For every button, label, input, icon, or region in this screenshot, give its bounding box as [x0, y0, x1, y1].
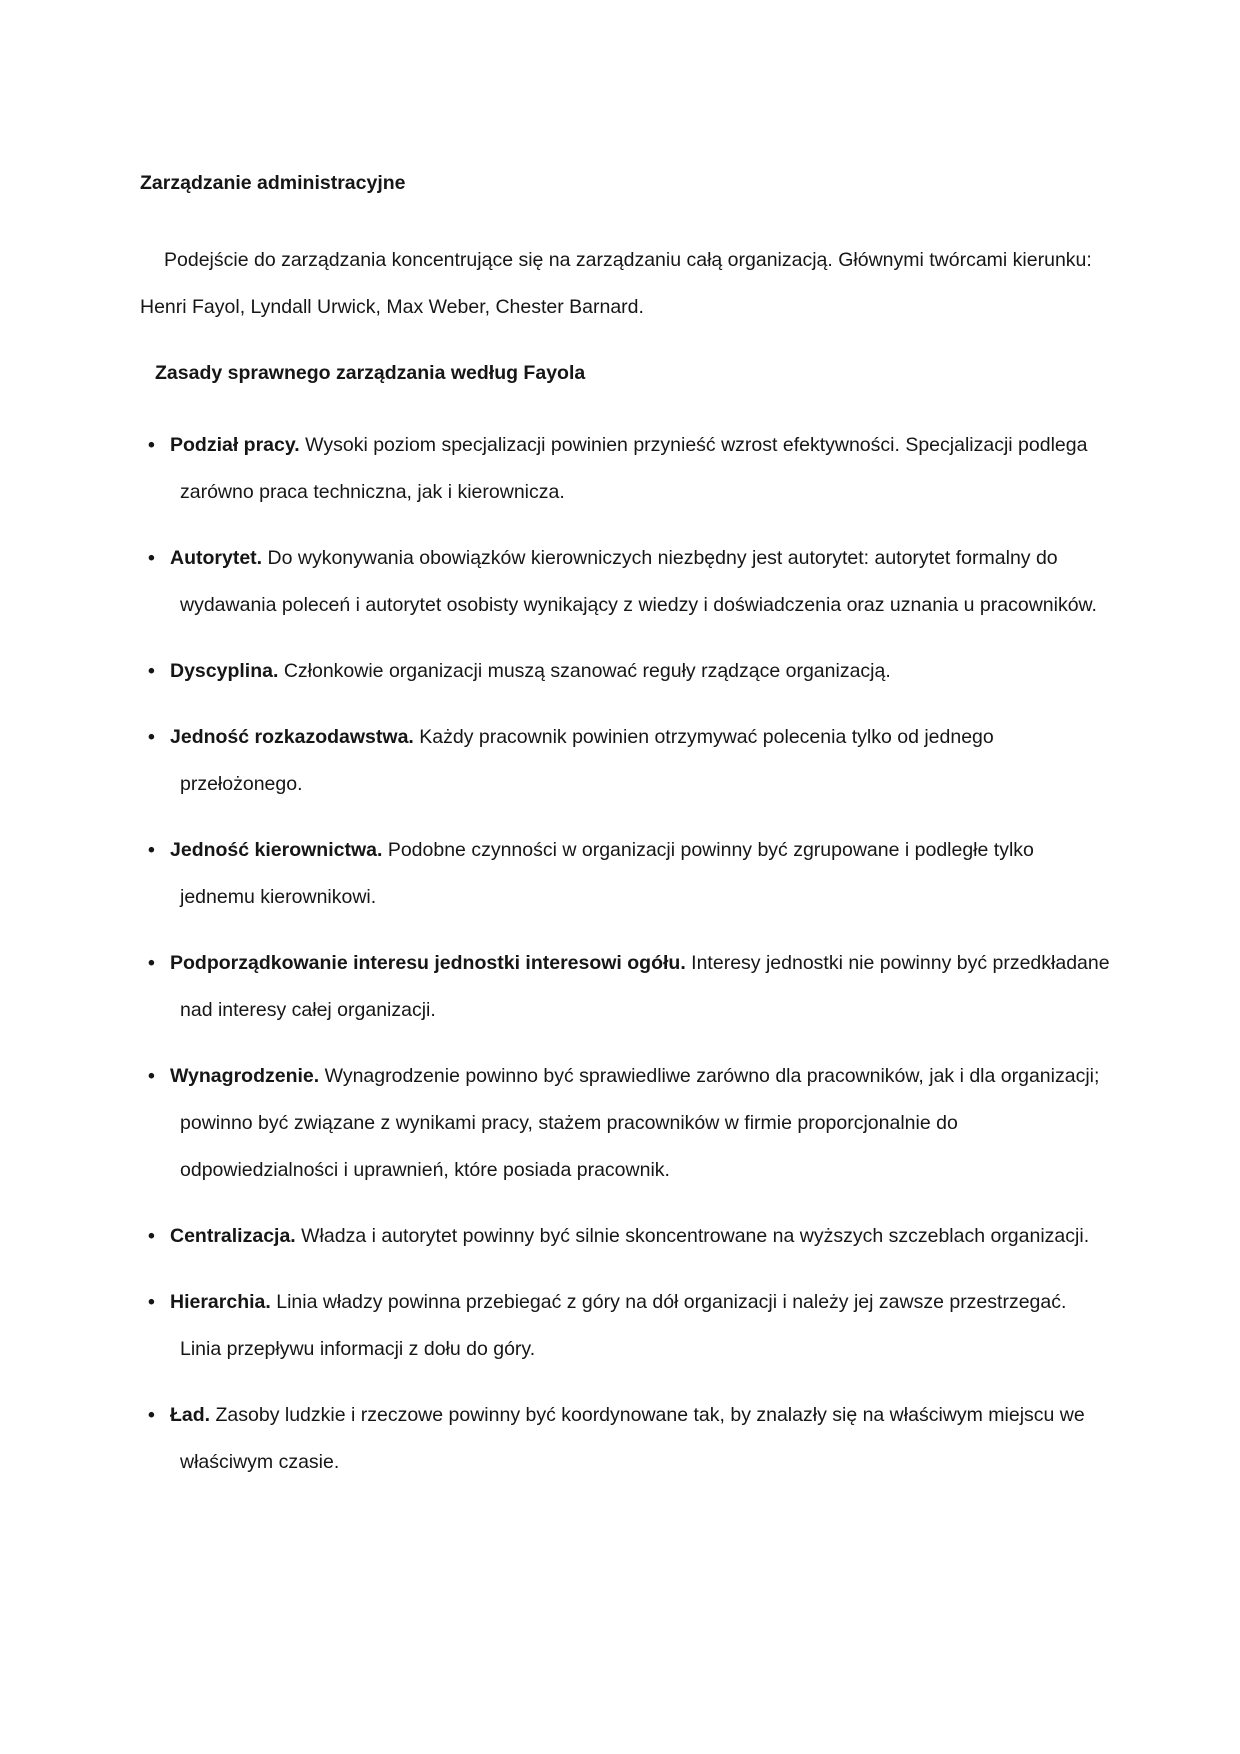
bullet-icon: •	[148, 839, 155, 861]
principle-term: Ład.	[170, 1404, 211, 1426]
principle-term: Podział pracy.	[170, 434, 300, 456]
principle-item	[140, 1392, 1112, 1486]
bullet-icon: •	[148, 726, 155, 748]
bullet-icon: •	[148, 434, 155, 456]
bullet-icon: •	[148, 1225, 155, 1247]
principle-term: Jedność kierownictwa.	[170, 839, 383, 861]
principle-item	[140, 1279, 1112, 1373]
principle-text: Członkowie organizacji muszą szanować reguły rządzące organizacją.	[283, 660, 891, 682]
principle-item	[140, 827, 1112, 921]
intro-paragraph: Podejście do zarządzania koncentrujące się na zarządzaniu całą organizacją. Głównymi twórcami kierunku: Henri Fayol, Lyndall Urwick, Max Weber, Chester Barnard.	[140, 249, 1092, 318]
principle-item	[140, 940, 1112, 1034]
principle-text: Wysoki poziom specjalizacji powinien przynieść wzrost efektywności. Specjalizacji podlega zarówno praca techniczna, jak i kierownicza.	[180, 434, 1088, 503]
principle-item	[140, 714, 1112, 808]
bullet-icon: •	[148, 660, 155, 682]
principle-text: Wynagrodzenie powinno być sprawiedliwe zarówno dla pracowników, jak i dla organizacji; powinno być związane z wynikami pracy, stażem pracowników w firmie proporcjonalnie do odpowiedzialności i uprawnień, które posiada pracownik.	[180, 1065, 1100, 1181]
principle-term: Dyscyplina.	[170, 660, 279, 682]
bullet-icon: •	[148, 1291, 155, 1313]
principle-text: Interesy jednostki nie powinny być przedkładane nad interesy całej organizacji.	[180, 952, 1110, 1021]
principle-text: Podobne czynności w organizacji powinny być zgrupowane i podległe tylko jednemu kierownikowi.	[180, 839, 1034, 908]
principle-item	[140, 1053, 1112, 1194]
principle-term: Autorytet.	[170, 547, 263, 569]
section-heading: Zasady sprawnego zarządzania według Fayola	[155, 362, 586, 384]
principle-text: Linia władzy powinna przebiegać z góry na dół organizacji i należy jej zawsze przestrzegać. Linia przepływu informacji z dołu do góry.	[180, 1291, 1067, 1360]
principle-term: Wynagrodzenie.	[170, 1065, 320, 1087]
bullet-icon: •	[148, 1404, 155, 1426]
principle-text: Zasoby ludzkie i rzeczowe powinny być koordynowane tak, by znalazły się na właściwym miejscu we właściwym czasie.	[180, 1404, 1085, 1473]
principle-item	[140, 422, 1112, 516]
principle-text: Do wykonywania obowiązków kierowniczych niezbędny jest autorytet: autorytet formalny do wydawania poleceń i autorytet osobisty wynikający z wiedzy i doświadczenia oraz uznania u pracowników.	[180, 547, 1097, 616]
page-title: Zarządzanie administracyjne	[140, 172, 406, 194]
principle-text: Każdy pracownik powinien otrzymywać polecenia tylko od jednego przełożonego.	[180, 726, 994, 795]
principles-list	[140, 422, 1112, 1486]
principle-term: Podporządkowanie interesu jednostki interesowi ogółu.	[170, 952, 686, 974]
bullet-icon: •	[148, 547, 155, 569]
principle-term: Hierarchia.	[170, 1291, 271, 1313]
bullet-icon: •	[148, 952, 155, 974]
principle-item	[140, 1213, 1112, 1260]
bullet-icon: •	[148, 1065, 155, 1087]
principle-term: Centralizacja.	[170, 1225, 296, 1247]
principle-text: Władza i autorytet powinny być silnie skoncentrowane na wyższych szczeblach organizacji.	[301, 1225, 1090, 1247]
principle-item	[140, 535, 1112, 629]
principle-term: Jedność rozkazodawstwa.	[170, 726, 414, 748]
principle-item	[140, 648, 1112, 695]
